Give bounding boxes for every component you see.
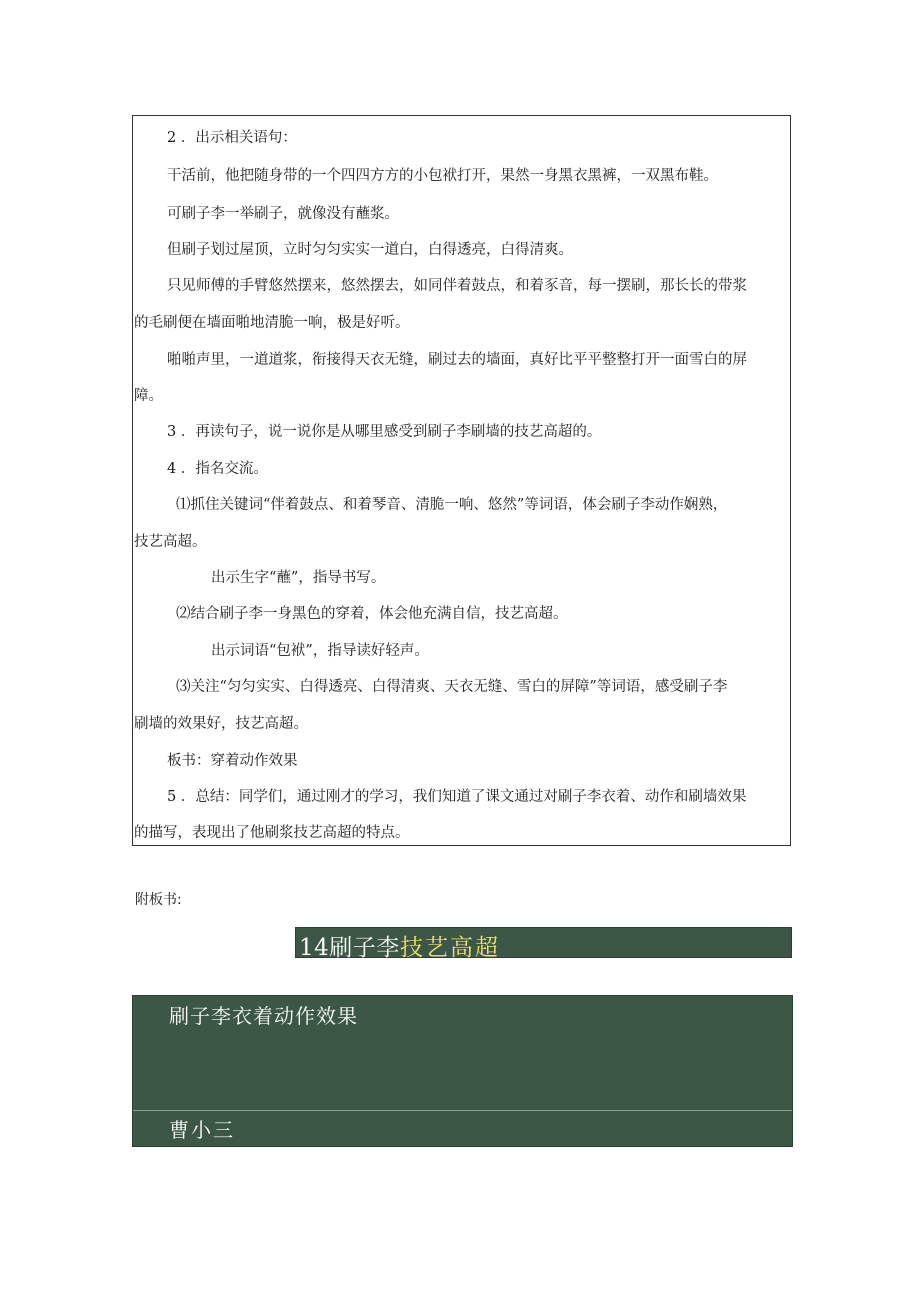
- quote-5-line-2: 障。: [134, 388, 163, 404]
- quote-2: 可刷子李一举刷子，就像没有蘸浆。: [167, 206, 399, 222]
- quote-1: 干活前，他把随身带的一个四四方方的小包袱打开，果然一身黑衣黑裤，一双黑布鞋。: [167, 168, 718, 184]
- board-divider: [133, 1110, 792, 1111]
- point-3-line-2: 刷墙的效果好，技艺高超。: [134, 716, 308, 732]
- point-1-note: 出示生字“蘸”，指导书写。: [211, 570, 386, 586]
- blackboard: [132, 995, 793, 1147]
- point-3-line-1: ⑶关注“匀匀实实、白得透亮、白得清爽、天衣无缝、雪白的屏障”等词语，感受刷子李: [176, 679, 728, 695]
- board-note: 板书：穿着动作效果: [167, 753, 298, 769]
- board-row-1: 刷子李衣着动作效果: [169, 1004, 358, 1028]
- step-5-line-1: 5 ．总结：同学们，通过刚才的学习，我们知道了课文通过对刷子李衣着、动作和刷墙效果: [167, 789, 747, 805]
- quote-3: 但刷子划过屋顶，立时匀匀实实一道白，白得透亮，白得清爽。: [167, 242, 573, 258]
- step-3: 3 ．再读句子，说一说你是从哪里感受到刷子李刷墙的技艺高超的。: [167, 424, 602, 440]
- point-1-line-2: 技艺高超。: [134, 534, 207, 550]
- step-4: 4 ．指名交流。: [167, 461, 268, 477]
- title-highlight: 技艺高超: [400, 935, 500, 961]
- title-prefix: 14刷子李: [299, 935, 400, 961]
- step-2-heading: 2 ．出示相关语句：: [167, 130, 297, 146]
- quote-4-line-2: 的毛刷便在墙面啪地清脆一响，极是好听。: [134, 315, 410, 331]
- lesson-content-box: [132, 115, 791, 846]
- appendix-heading: 附板书:: [135, 892, 182, 908]
- point-1-line-1: ⑴抓住关键词“伴着鼓点、和着琴音、清脆一响、悠然”等词语，体会刷子李动作娴熟，: [176, 497, 728, 513]
- quote-4-line-1: 只见师傅的手臂悠然摆来，悠然摆去，如同伴着鼓点，和着豕音，每一摆刷，那长长的带浆: [167, 278, 747, 294]
- quote-5-line-1: 啪啪声里，一道道浆，衔接得天衣无缝，刷过去的墙面，真好比平平整整打开一面雪白的屏: [167, 352, 747, 368]
- step-5-line-2: 的描写，表现出了他刷浆技艺高超的特点。: [134, 825, 410, 841]
- point-2: ⑵结合刷子李一身黑色的穿着，体会他充满自信，技艺高超。: [176, 606, 568, 622]
- board-row-2: 曹小三: [169, 1118, 235, 1142]
- blackboard-title: [295, 927, 792, 961]
- point-2-note: 出示词语“包袱”，指导读好轻声。: [211, 643, 429, 659]
